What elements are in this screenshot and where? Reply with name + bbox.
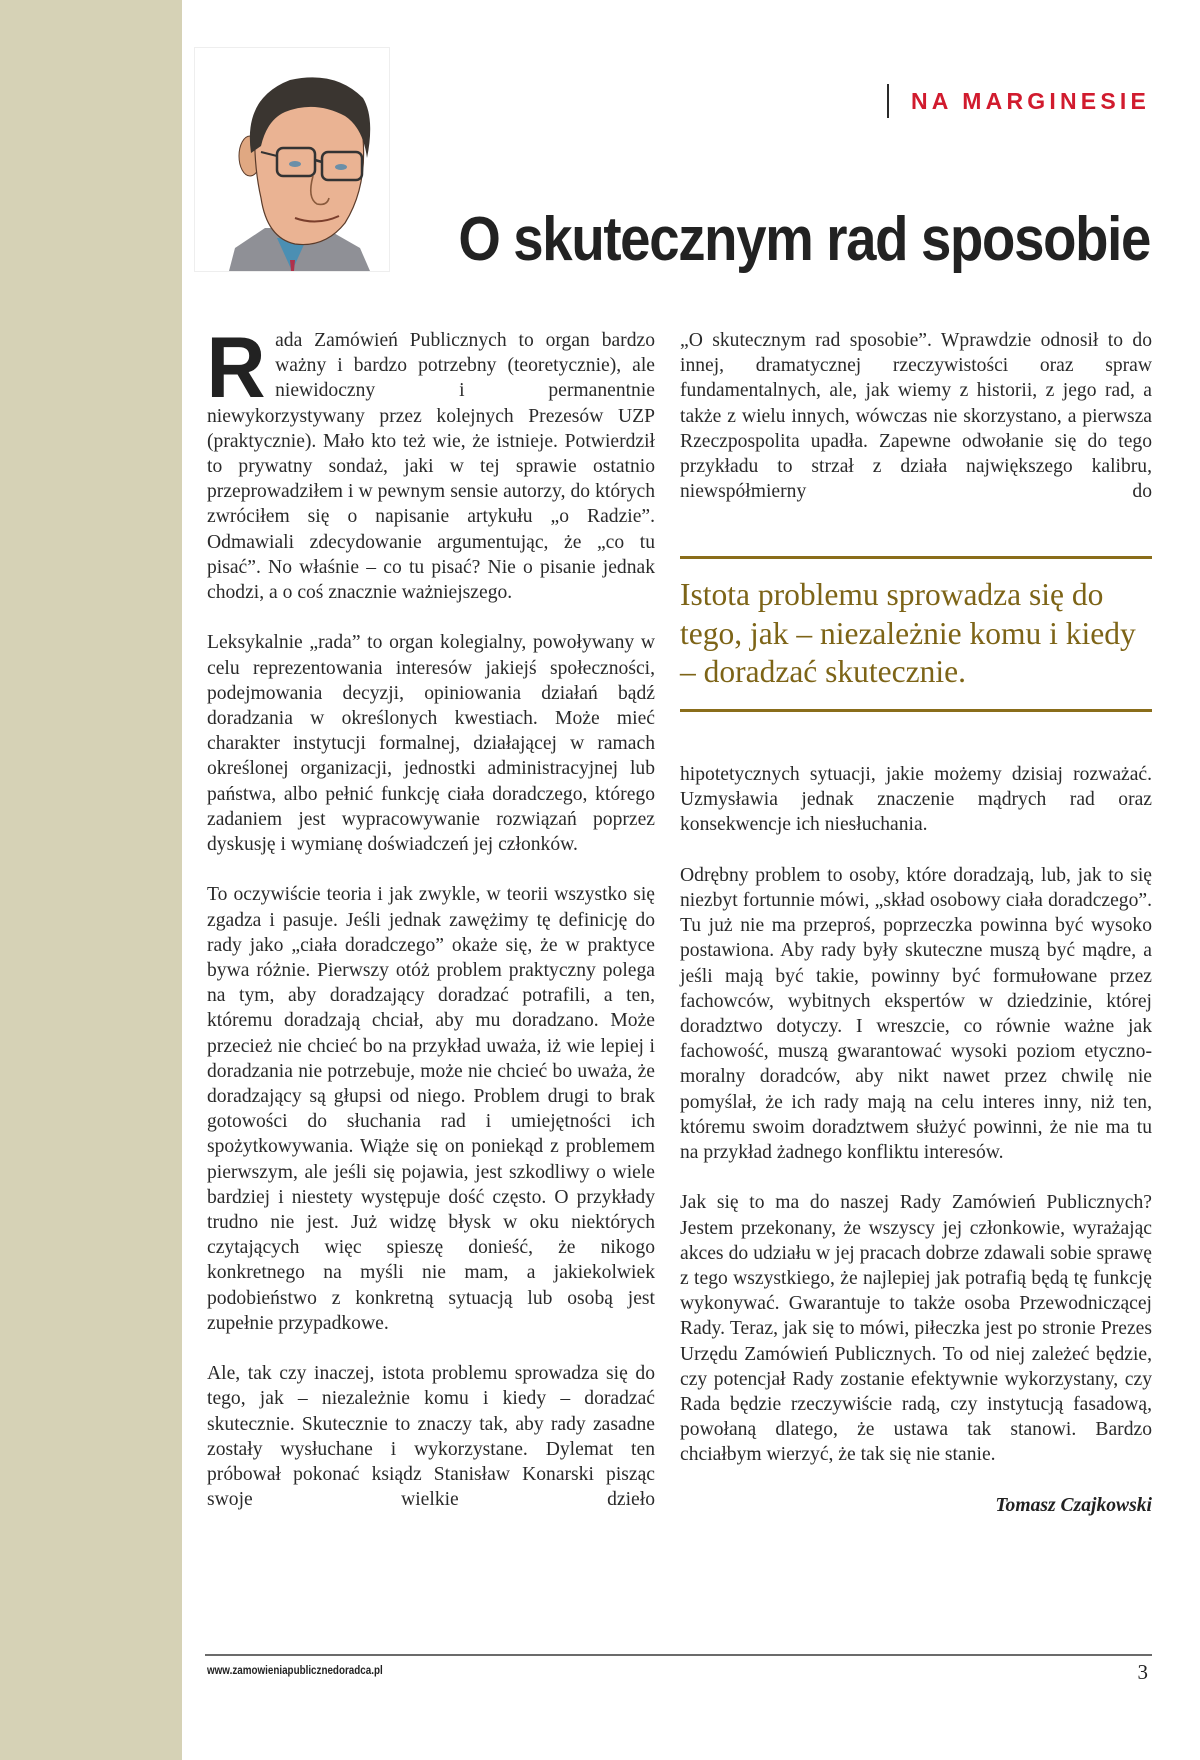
pull-quote — [680, 556, 1152, 712]
page-number: 3 — [1137, 1660, 1148, 1684]
paragraph: „O skutecznym rad sposobie”. Wprawdzie odnosił to do innej, dramatycznej rzeczywistości oraz spraw fundamentalnych, ale, jak wiemy z historii, z jego rad, a także z wielu innych, wówczas nie skorzystano, a pierwsza Rzeczpospolita upadła. Zapewne odwołanie się do tego przykładu to strzał z działa największego kalibru, niewspółmierny do — [680, 330, 1152, 503]
section-divider-bar — [887, 84, 889, 118]
caricature-portrait-icon — [195, 48, 389, 271]
article-column-right-top — [680, 328, 1152, 530]
footer-divider — [205, 1654, 1152, 1656]
author-signature: Tomasz Czajkowski — [995, 1494, 1152, 1516]
drop-cap: R — [206, 320, 266, 416]
page-margin-band — [0, 0, 182, 1760]
section-label-text: NA MARGINESIE — [910, 87, 1150, 114]
paragraph: Odrębny problem to osoby, które doradzają, lub, jak to się niezbyt fortunnie mówi, „skład osobowy ciała doradczego”. Tu już nie ma przeproś, poprzeczka powinna być wysoko postawiona. Aby rady były skuteczne muszą być mądre, a jeśli mają być takie, powinny być formułowane przez fachowców, wybitnych ekspertów w dziedzinie, której doradztwo dotyczy. I wreszcie, co równie ważne jak fachowość, muszą gwarantować wysoki poziom etyczno-moralny doradców, aby nikt nawet przez chwilę nie pomyślał, że ich rady mają na celu interes inny, niż ten, któremu swoim doradztwem służyć powinni, że nie ma tu na przykład żadnego konfliktu interesów. — [680, 864, 1152, 1164]
paragraph: Leksykalnie „rada” to organ kolegialny, powoływany w celu reprezentowania interesów jakiejś społeczności, podejmowania decyzji, opiniowania działań bądź doradzania w określonych kwestiach. Może mieć charakter instytucji formalnej, działającej w ramach określonej organizacji, jednostki administracyjnej lub państwa, albo pełnić funkcję ciała doradczego, którego zadaniem jest wypracowywanie rozwiązań poprzez dyskusję i wymianę doświadczeń jej członków. — [207, 632, 655, 856]
paragraph: To oczywiście teoria i jak zwykle, w teorii wszystko się zgadza i pasuje. Jeśli jednak zawężimy tę definicję do rady jako „ciała doradczego” okaże się, że w praktyce bywa różnie. Pierwszy otóż problem praktyczny polega na tym, aby doradzający doradzać potrafili, a ten, któremu doradzają chciał, aby mu doradzano. Może przecież nie chcieć bo na przykład uważa, iż wie lepiej i doradzania nie potrzebuje, może nie chcieć bo uważa, że doradzający są głupsi od niego. Problem drugi to brak gotowości do słuchania rad i umiejętności ich spożytkowywania. Wiąże się on poniekąd z problemem pierwszym, ale jeśli się pojawia, jest szkodliwy o wiele bardziej i niestety występuje dość często. O przykłady trudno nie jest. Już widzę błysk w oku niektórych czytających więc spieszę donieść, że nikogo konkretnego na myśli nie mam, a jakiekolwiek podobieństwo z konkretną sytuacją lub osobą jest zupełnie przypadkowe. — [207, 884, 655, 1334]
paragraph: hipotetycznych sytuacji, jakie możemy dzisiaj rozważać. Uzmysławia jednak znaczenie mądrych rad oraz konsekwencje ich niesłuchania. — [680, 764, 1152, 836]
paragraph: Jak się to ma do naszej Rady Zamówień Publicznych? Jestem przekonany, że wszyscy jej członkowie, wyrażając akces do udziału w jej pracach dobrze zdawali sobie sprawę z tego wszystkiego, że najlepiej jak potrafią będą tę funkcję wykonywać. Gwarantuje to także osoba Przewodniczącej Rady. Teraz, jak się to mówi, piłeczka jest po stronie Prezes Urzędu Zamówień Publicznych. To od niej zależeć będzie, czy potencjał Rady zostanie efektywnie wykorzystany, czy Rada będzie rzeczywiście radą, czy instytucją fasadową, powołaną dlatego, że ustawa tak stanowi. Bardzo chciałbym wierzyć, że tak się nie stanie. — [680, 1192, 1152, 1466]
article-title: O skutecznym rad sposobie — [458, 205, 1150, 274]
footer-website-link[interactable]: www.zamowieniapublicznedoradca.pl — [207, 1663, 383, 1677]
paragraph: Ale, tak czy inaczej, istota problemu sprowadza się do tego, jak – niezależnie komu i kiedy – doradzać skutecznie. Skutecznie to znaczy tak, aby rady zasadne zostały wysłuchane i wykorzystane. Dylemat ten próbował pokonać ksiądz Stanisław Konarski pisząc swoje wielkie dzieło — [207, 1363, 655, 1511]
article-column-right-bottom — [680, 762, 1152, 1543]
section-label — [887, 84, 1150, 118]
pull-quote-text: Istota problemu sprowadza się do tego, jak – niezależnie komu i kiedy – doradzać skutecznie. — [680, 577, 1136, 689]
paragraph: Rada Zamówień Publicznych to organ bardzo ważny i bardzo potrzebny (teoretycznie), ale niewidoczny i permanentnie niewykorzystywany przez kolejnych Prezesów UZP (praktycznie). Mało kto też wie, że istnieje. Potwierdził to prywatny sondaż, jaki w tej sprawie ostatnio przeprowadziłem i w pewnym sensie autorzy, do których zwróciłem się o napisanie artykułu „o Radzie”. Odmawiali zdecydowanie argumentując, że „co tu pisać”. No właśnie – co tu pisać? Nie o pisanie jednak chodzi, a o coś znacznie ważniejszego. — [206, 320, 655, 604]
article-column-left — [206, 320, 655, 1538]
author-portrait — [194, 47, 390, 272]
